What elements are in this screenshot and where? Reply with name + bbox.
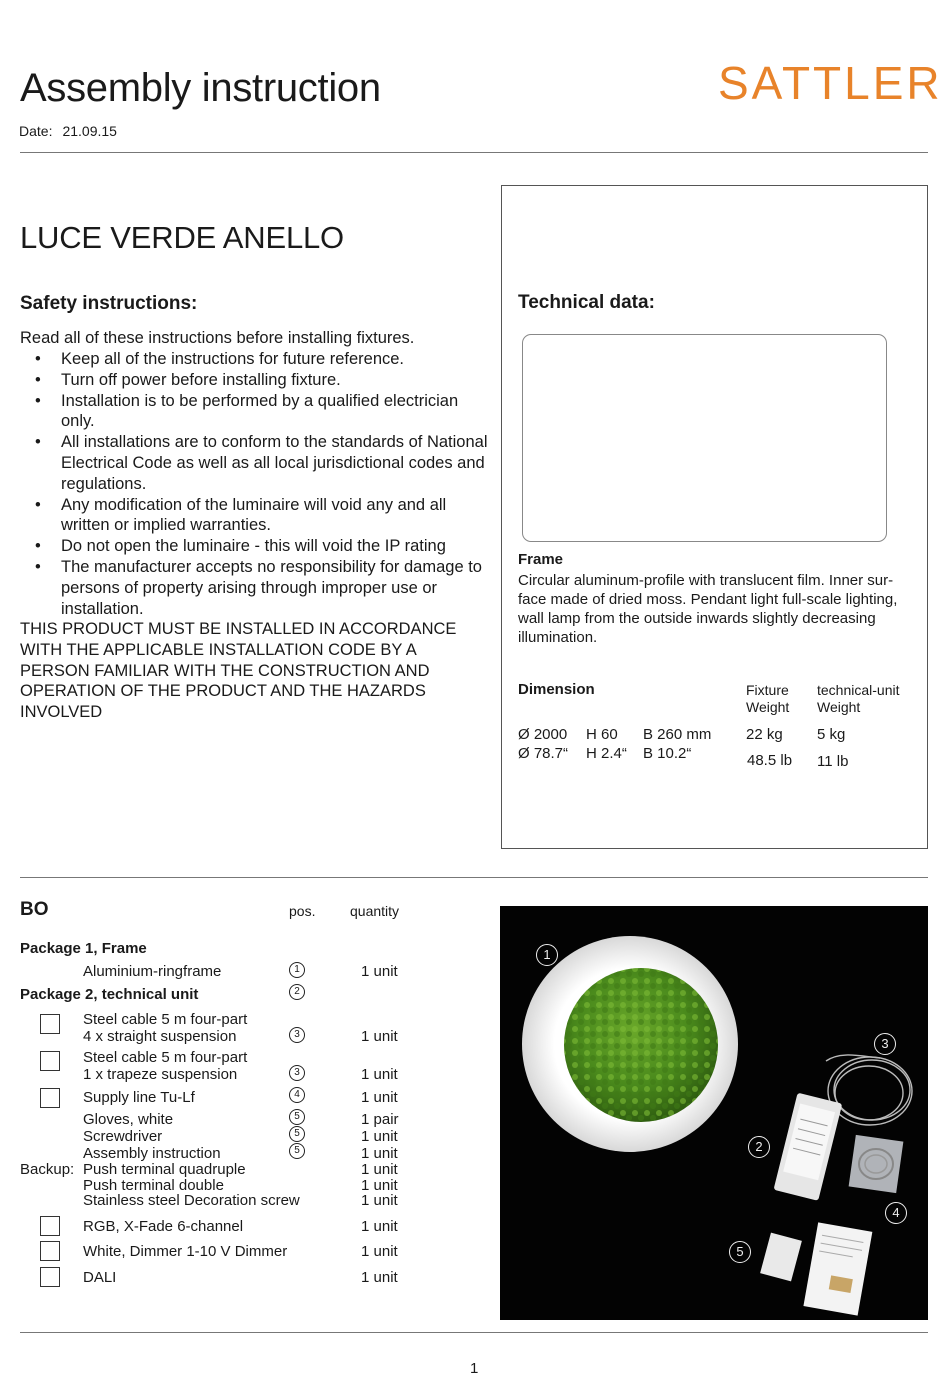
metric-unit-weight: 5 kg (817, 726, 846, 743)
cable-straight-qty: 1 unit (361, 1028, 398, 1045)
instruction-sheet (803, 1222, 872, 1315)
metric-diameter: Ø 2000 (518, 726, 568, 743)
imperial-fixture-weight: 48.5 lb (747, 752, 793, 769)
checkbox-straight-suspension[interactable] (40, 1014, 60, 1034)
assembly-instruction-name: Assembly instruction (83, 1145, 221, 1162)
checkbox-dali[interactable] (40, 1267, 60, 1287)
imperial-height: H 2.4“ (586, 745, 627, 762)
cable-trapeze-line2: 1 x trapeze suspension (83, 1066, 238, 1083)
footer-divider (20, 1332, 928, 1333)
package-contents-illustration (500, 906, 928, 1320)
dali-qty: 1 unit (361, 1269, 398, 1286)
photo-label: 4 (885, 1202, 907, 1224)
document-date (19, 123, 127, 139)
photo-label: 2 (748, 1136, 770, 1158)
safety-item: • All installations are to conform to the standards of National Electrical Code as well as all local jurisdictional codes and regulations. (20, 432, 490, 494)
safety-item: • Keep all of the instructions for future reference. (20, 349, 490, 370)
fixture-weight-label-line1: Fixture (746, 682, 789, 698)
frame-description: Circular aluminum-profile with translucent film. Inner sur-face made of dried moss. Pendant light full-scale lighting, wall lamp from the outside inwards slightly decreasing illumination. (518, 572, 898, 646)
gloves-qty: 1 pair (361, 1111, 399, 1128)
screwdriver-name: Screwdriver (83, 1128, 163, 1145)
ringframe-qty: 1 unit (361, 963, 398, 980)
sattler-logo: SATTLER (718, 57, 943, 109)
package-2-heading: Package 2, technical unit (20, 986, 199, 1003)
deco-screw-name: Stainless steel Decoration screw (83, 1192, 300, 1209)
imperial-width: B 10.2“ (643, 745, 692, 762)
deco-screw-qty: 1 unit (361, 1192, 398, 1209)
metric-width: B 260 mm (643, 726, 712, 743)
supply-line-name: Supply line Tu-Lf (83, 1089, 195, 1106)
package-1-heading: Package 1, Frame (20, 940, 147, 957)
imperial-unit-weight: 11 lb (817, 753, 849, 770)
safety-item: • Turn off power before installing fixture. (20, 370, 490, 391)
unit-weight-label-line1: technical-unit (817, 682, 900, 698)
checkbox-white-dimmer[interactable] (40, 1241, 60, 1261)
safety-warning: THIS PRODUCT MUST BE INSTALLED IN ACCORDANCE WITH THE APPLICABLE INSTALLATION CODE BY A PERSON FAMILIAR WITH THE CONSTRUCTION AND OPERATION OF THE PRODUCT AND THE HAZARDS INVOLVED (20, 620, 457, 722)
pos-badge: 3 (289, 1027, 305, 1043)
technical-unit-box (773, 1093, 842, 1201)
header-divider (20, 152, 928, 153)
cable-trapeze-qty: 1 unit (361, 1066, 398, 1083)
assembly-instruction-qty: 1 unit (361, 1145, 398, 1162)
safety-intro: Read all of these instructions before installing fixtures. (20, 329, 415, 347)
product-name: LUCE VERDE ANELLO (20, 220, 344, 255)
cable-straight-line1: Steel cable 5 m four-part (83, 1011, 248, 1028)
cable-straight-line2: 4 x straight suspension (83, 1028, 237, 1045)
pos-badge: 5 (289, 1126, 305, 1142)
cable-trapeze-line1: Steel cable 5 m four-part (83, 1049, 248, 1066)
push-quad-name: Push terminal quadruple (83, 1161, 246, 1178)
metric-height: H 60 (586, 726, 618, 743)
package-contents-photo (500, 906, 928, 1320)
pos-badge: 1 (289, 962, 305, 978)
checkbox-rgb[interactable] (40, 1216, 60, 1236)
checkbox-trapeze-suspension[interactable] (40, 1051, 60, 1071)
document-title: Assembly instruction (20, 66, 381, 110)
ringframe-name: Aluminium-ringframe (83, 963, 222, 980)
gloves-bag (760, 1233, 802, 1282)
rgb-name: RGB, X-Fade 6-channel (83, 1218, 244, 1235)
pos-badge: 4 (289, 1087, 305, 1103)
fixture-weight-label-line2: Weight (746, 699, 790, 715)
quantity-column-header: quantity (350, 903, 400, 919)
pos-badge: 5 (289, 1143, 305, 1159)
safety-item: • Any modification of the luminaire will void any and all written or implied warranties. (20, 495, 490, 537)
section-divider (20, 877, 928, 878)
white-dimmer-name: White, Dimmer 1-10 V Dimmer (83, 1243, 288, 1260)
date-label: Date: (19, 123, 53, 139)
photo-label: 3 (874, 1033, 896, 1055)
gloves-name: Gloves, white (83, 1111, 174, 1128)
white-dimmer-qty: 1 unit (361, 1243, 398, 1260)
supply-line-bag (849, 1135, 904, 1193)
safety-item: • The manufacturer accepts no responsibility for damage to persons of property arising through improper use or installation. (20, 557, 490, 619)
photo-label: 5 (729, 1241, 751, 1263)
safety-item: • Do not open the luminaire - this will void the IP rating (20, 536, 490, 557)
push-quad-qty: 1 unit (361, 1161, 398, 1178)
pos-badge: 3 (289, 1065, 305, 1081)
unit-weight-label-line2: Weight (817, 699, 861, 715)
moss-texture (564, 968, 718, 1122)
safety-heading: Safety instructions: (20, 293, 198, 314)
frame-heading: Frame (518, 551, 564, 568)
push-double-name: Push terminal double (83, 1177, 224, 1194)
backup-label: Backup: (20, 1161, 75, 1178)
bo-heading: BO (20, 899, 49, 920)
fixture-weight-label (746, 682, 789, 716)
technical-heading: Technical data: (518, 292, 655, 313)
product-drawing-placeholder (522, 334, 887, 542)
dali-name: DALI (83, 1269, 117, 1286)
metric-fixture-weight: 22 kg (746, 726, 783, 743)
pos-badge: 5 (289, 1109, 305, 1125)
checkbox-supply-line[interactable] (40, 1088, 60, 1108)
safety-list (20, 349, 490, 619)
screwdriver-qty: 1 unit (361, 1128, 398, 1145)
rgb-qty: 1 unit (361, 1218, 398, 1235)
unit-weight-label (817, 682, 900, 716)
pos-badge: 2 (289, 984, 305, 1000)
push-double-qty: 1 unit (361, 1177, 398, 1194)
imperial-diameter: Ø 78.7“ (518, 745, 569, 762)
safety-item: • Installation is to be performed by a qualified electrician only. (20, 391, 490, 433)
photo-label: 1 (536, 944, 558, 966)
page-number: 1 (470, 1360, 479, 1377)
pos-column-header: pos. (289, 903, 316, 919)
dimension-label: Dimension (518, 681, 595, 698)
date-value: 21.09.15 (62, 123, 117, 139)
supply-line-qty: 1 unit (361, 1089, 398, 1106)
